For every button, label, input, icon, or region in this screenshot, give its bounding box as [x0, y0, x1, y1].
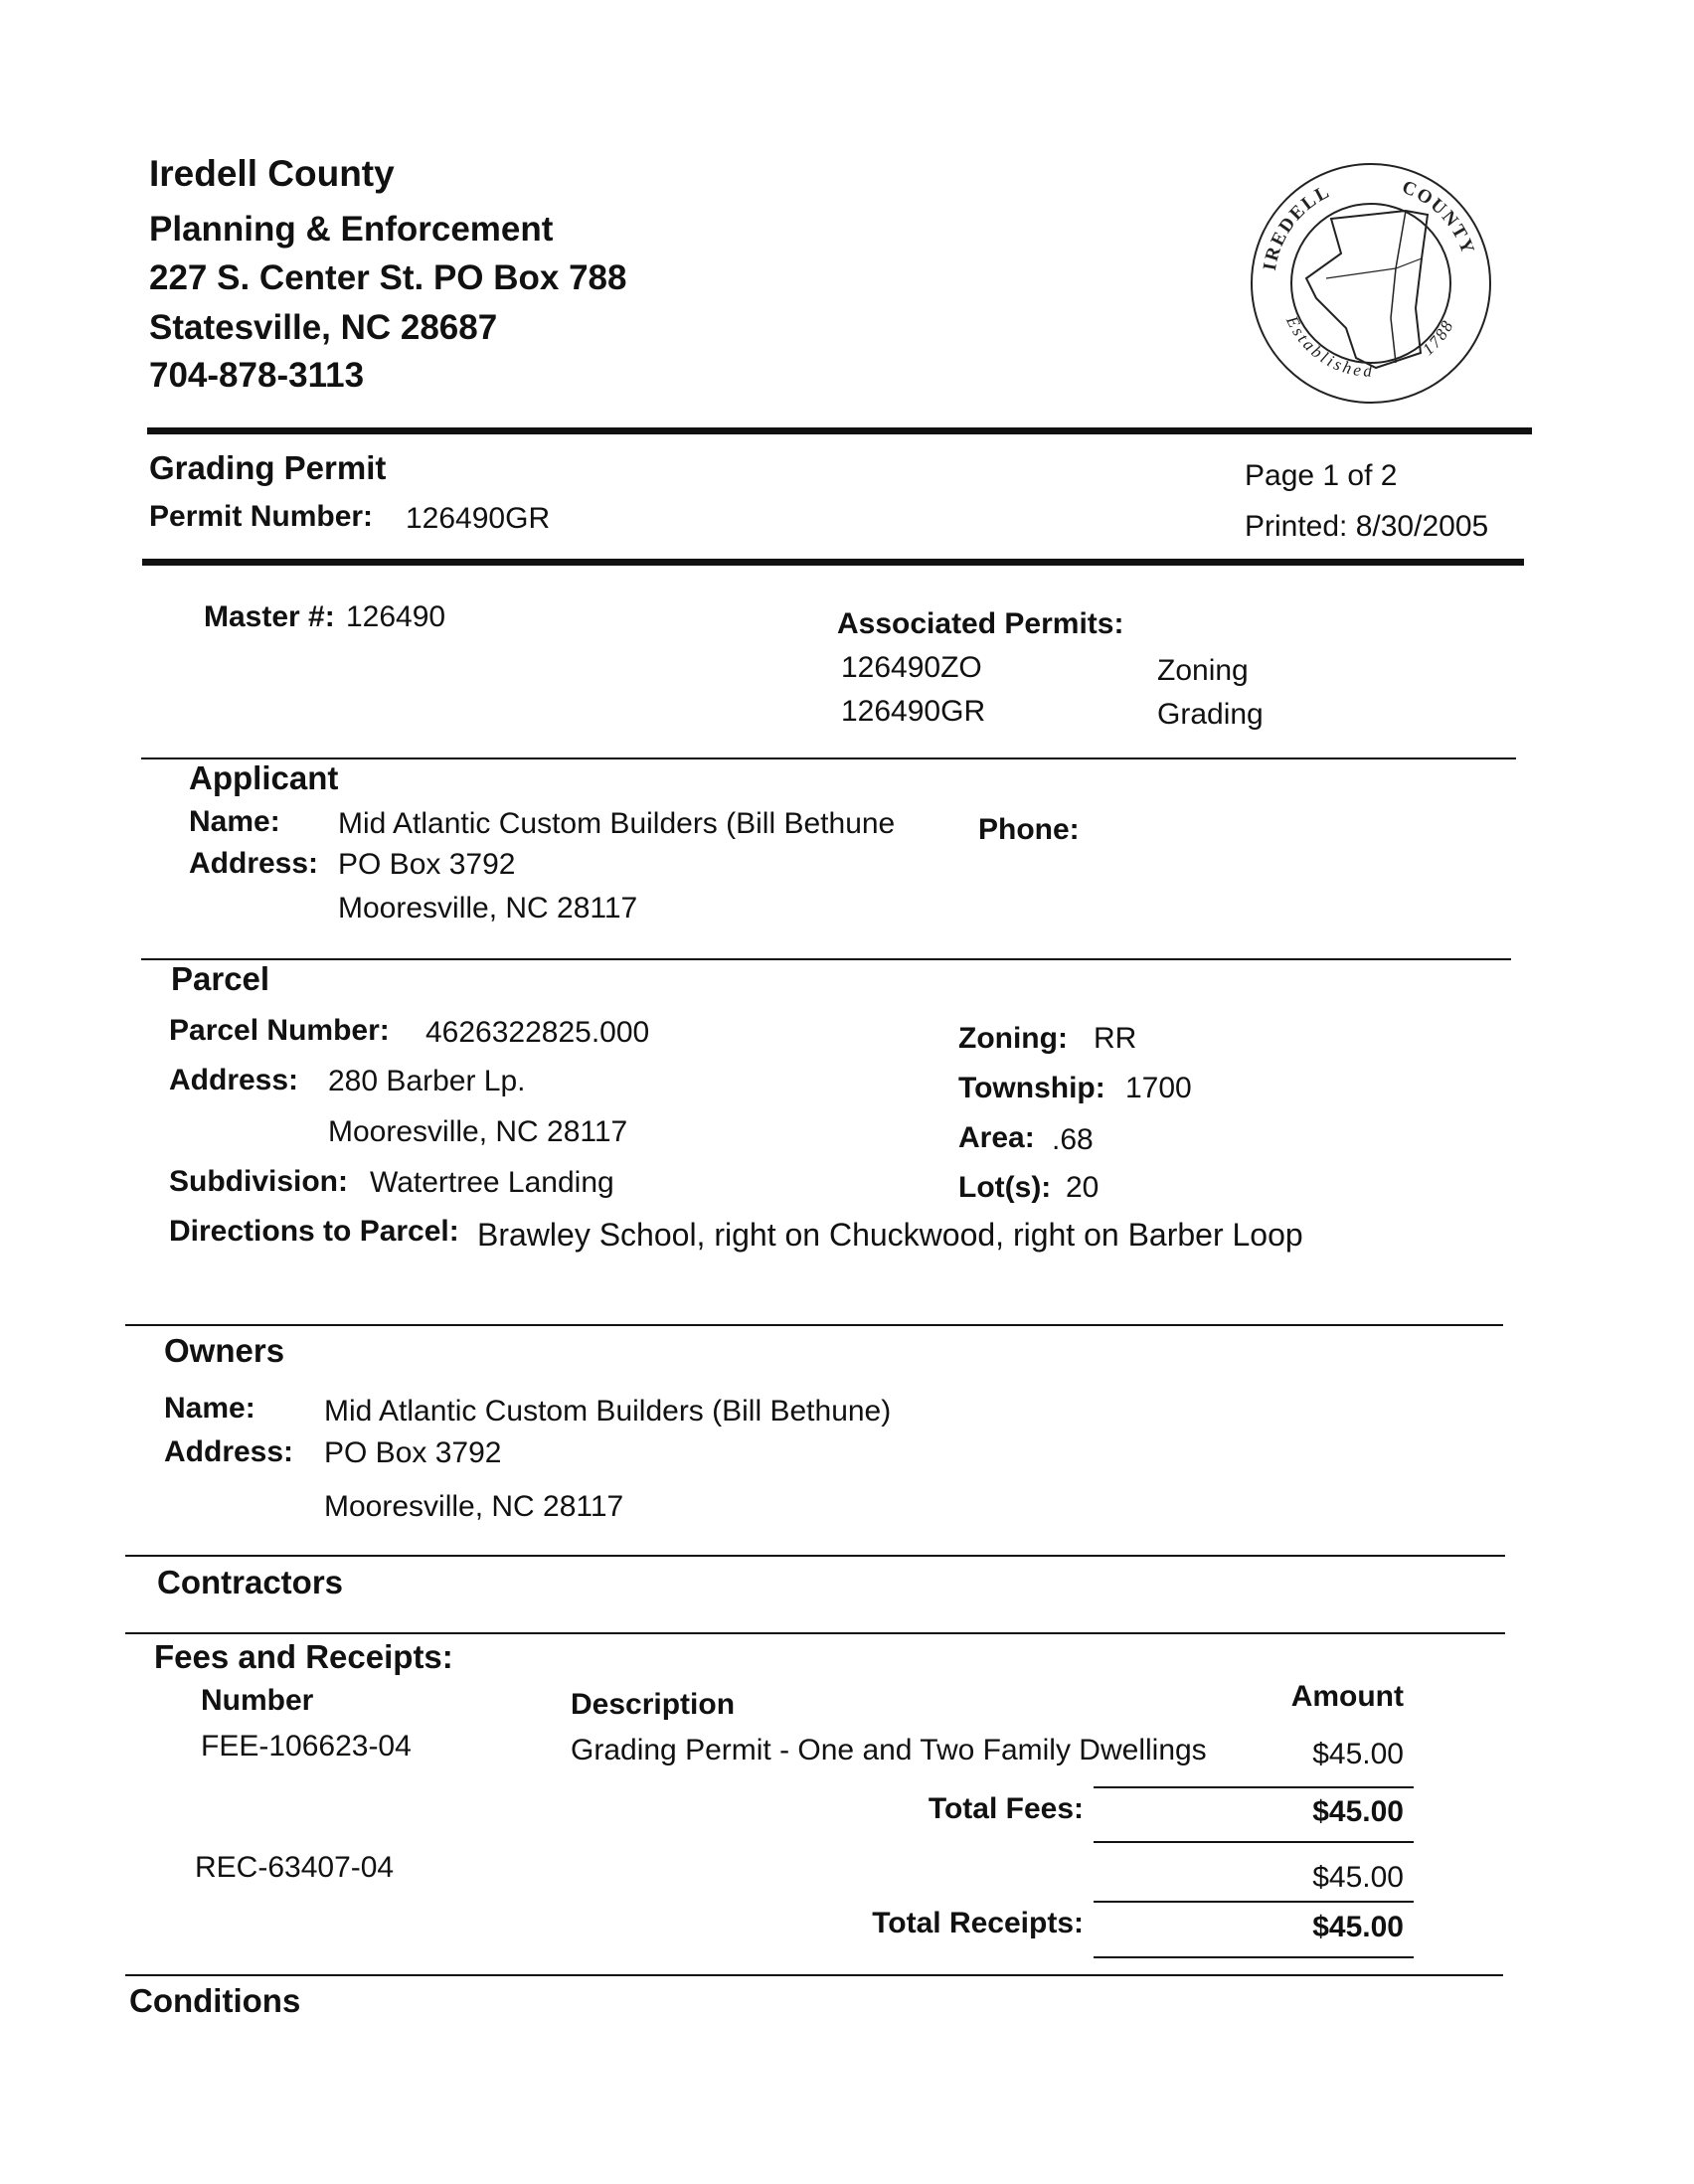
owner-address-line2: Mooresville, NC 28117	[324, 1490, 624, 1523]
fee-number: FEE-106623-04	[201, 1730, 412, 1763]
applicant-heading: Applicant	[189, 759, 339, 796]
applicant-address-line1: PO Box 3792	[338, 848, 516, 881]
associated-permit-id: 126490ZO	[841, 651, 982, 684]
county-seal-logo	[1247, 159, 1495, 408]
parcel-heading: Parcel	[171, 960, 270, 997]
parcel-address-line1: 280 Barber Lp.	[328, 1065, 526, 1097]
total-receipts-label: Total Receipts:	[872, 1907, 1084, 1939]
seal-text-top-left: IREDELL	[1259, 180, 1335, 272]
department-name: Planning & Enforcement	[149, 210, 554, 249]
parcel-address-line2: Mooresville, NC 28117	[328, 1115, 628, 1148]
lots-label: Lot(s):	[958, 1171, 1052, 1204]
receipt-number: REC-63407-04	[195, 1851, 395, 1884]
associated-permit-type: Zoning	[1157, 654, 1249, 687]
svg-text:1788	[1419, 316, 1457, 359]
applicant-phone-label: Phone:	[978, 813, 1080, 846]
applicant-name-label: Name:	[189, 805, 280, 838]
fees-col-description: Description	[571, 1688, 736, 1721]
page-indicator: Page 1 of 2	[1245, 459, 1398, 492]
directions-label: Directions to Parcel:	[169, 1215, 459, 1248]
conditions-heading: Conditions	[129, 1982, 301, 2019]
associated-permit-id: 126490GR	[841, 695, 986, 728]
seal-text-year: 1788	[1419, 316, 1458, 360]
printed-date: Printed: 8/30/2005	[1245, 510, 1489, 543]
permit-number-value: 126490GR	[406, 502, 551, 535]
section-divider	[141, 757, 1516, 759]
fees-col-amount: Amount	[1290, 1680, 1404, 1713]
agency-city: Statesville, NC 28687	[149, 308, 498, 347]
lots-value: 20	[1066, 1171, 1100, 1204]
parcel-address-label: Address:	[169, 1064, 299, 1096]
total-receipts-rule	[1094, 1901, 1414, 1903]
applicant-address-line2: Mooresville, NC 28117	[338, 892, 638, 924]
seal-text-bottom: Established	[1281, 312, 1376, 381]
total-receipts-value: $45.00	[1312, 1911, 1404, 1943]
fee-description: Grading Permit - One and Two Family Dwellings	[571, 1734, 1207, 1766]
subdivision-value: Watertree Landing	[370, 1166, 614, 1199]
fees-col-number: Number	[201, 1684, 314, 1717]
total-fees-label: Total Fees:	[928, 1792, 1084, 1825]
subdivision-label: Subdivision:	[169, 1165, 348, 1198]
directions-value: Brawley School, right on Chuckwood, right on Barber Loop	[477, 1217, 1303, 1253]
owners-heading: Owners	[164, 1332, 285, 1369]
svg-text:Established	[1282, 312, 1375, 381]
owner-name-label: Name:	[164, 1392, 255, 1425]
svg-text:IREDELL	[1260, 181, 1334, 272]
owner-address-label: Address:	[164, 1435, 294, 1468]
contractors-heading: Contractors	[157, 1564, 344, 1600]
header-divider	[147, 427, 1532, 434]
permit-type: Grading Permit	[149, 449, 387, 486]
master-value: 126490	[346, 600, 446, 633]
applicant-name: Mid Atlantic Custom Builders (Bill Bethune	[338, 807, 896, 840]
total-fees-underline	[1094, 1841, 1414, 1843]
agency-phone: 704-878-3113	[149, 356, 365, 395]
zoning-label: Zoning:	[958, 1022, 1068, 1055]
master-label: Master #:	[204, 600, 335, 633]
fee-amount: $45.00	[1312, 1738, 1404, 1770]
permit-divider	[142, 559, 1524, 566]
section-divider	[125, 1974, 1503, 1976]
section-divider	[141, 958, 1511, 960]
parcel-number-label: Parcel Number:	[169, 1014, 390, 1047]
applicant-address-label: Address:	[189, 847, 319, 880]
township-label: Township:	[958, 1072, 1105, 1104]
area-value: .68	[1052, 1123, 1094, 1156]
parcel-number-value: 4626322825.000	[425, 1016, 650, 1049]
fees-heading: Fees and Receipts:	[154, 1638, 453, 1675]
svg-text:COUNTY	[1399, 177, 1478, 258]
agency-street: 227 S. Center St. PO Box 788	[149, 258, 627, 297]
section-divider	[125, 1555, 1505, 1557]
permit-number-label: Permit Number:	[149, 500, 374, 533]
section-divider	[125, 1632, 1505, 1634]
total-receipts-underline	[1094, 1956, 1414, 1958]
county-name: Iredell County	[149, 153, 395, 194]
area-label: Area:	[958, 1121, 1035, 1154]
owner-name: Mid Atlantic Custom Builders (Bill Bethune)	[324, 1395, 892, 1428]
zoning-value: RR	[1094, 1022, 1137, 1055]
seal-text-top-right: COUNTY	[1399, 176, 1479, 258]
township-value: 1700	[1125, 1072, 1192, 1104]
receipt-amount: $45.00	[1312, 1861, 1404, 1894]
section-divider	[125, 1324, 1503, 1326]
owner-address-line1: PO Box 3792	[324, 1436, 502, 1469]
associated-permits-label: Associated Permits:	[837, 607, 1124, 640]
total-fees-value: $45.00	[1312, 1795, 1404, 1828]
total-fees-rule	[1094, 1786, 1414, 1788]
associated-permit-type: Grading	[1157, 698, 1264, 731]
